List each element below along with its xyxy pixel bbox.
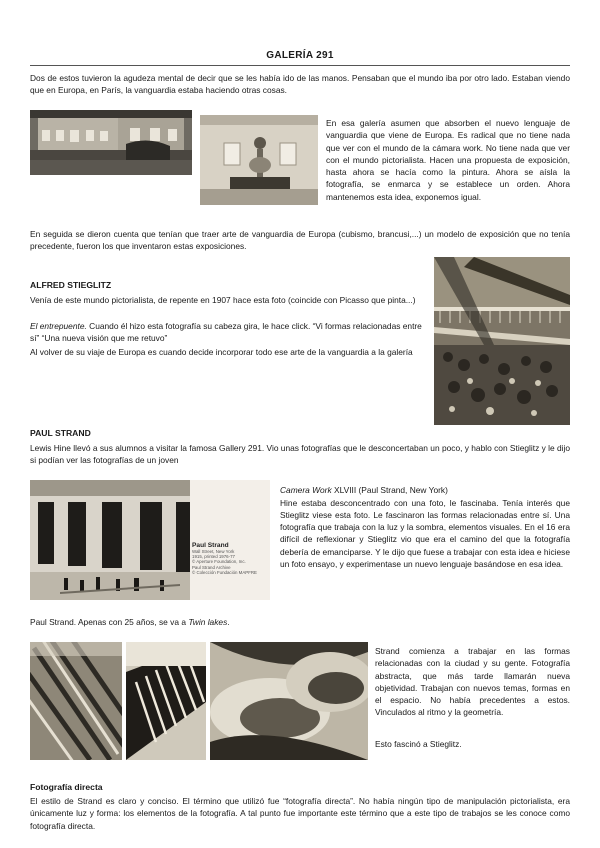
camera-work-line: [280, 484, 570, 496]
intro-paragraph: Dos de estos tuvieron la agudeza mental de decir que se les había ido de las manos. Pensaban que el mundo iba por otro lado. Estaban viendo que en Europa, en París, la vanguardia estaba haciendo otras cosas.: [30, 73, 570, 96]
strand-p3: Strand comienza a trabajar en las formas relacionadas con la ciudad y su gente. Fotografía abstracta, que más tarde llamarán nueva objetividad. Trabajan con nuevos temas, formas en el espacio. No había precedentes a estos. Vinculados al ritmo y la geometría.: [375, 646, 570, 718]
gallery-followup-paragraph: En seguida se dieron cuenta que tenían que traer arte de vanguardia de Europa (cubismo, brancusi,...) un modelo de exposición que no tenía precedente, fueron los que inventaron estas exposiciones.: [30, 229, 570, 252]
twin-lakes-line: [30, 616, 430, 628]
stieglitz-p3: Al volver de su viaje de Europa es cuando decide incorporar todo ese arte de la vanguardia a la galería: [30, 347, 413, 357]
abstraction-bowls-photo: [210, 642, 368, 760]
camera-work-subtitle: XLVIII (Paul Strand, New York): [331, 485, 448, 495]
entrepuente-title: El entrepuente.: [30, 321, 87, 331]
direct-p1: El estilo de Strand es claro y conciso. El término que utilizó fue “fotografía directa”. No había ningún tipo de manipulación pictorialista, era únicamente luz y forma: los elementos de la fotografía. A tal punto fue importante este término que a este tipo de trabajos se les conoce como fotografía directa.: [30, 796, 570, 831]
wall-street-plate: [30, 480, 270, 600]
strand-p1: Lewis Hine llevó a sus alumnos a visitar la famosa Gallery 291. Vio unas fotografías que le desconcertaban un poco, y hablo con Stieglitz y le dijo si podían ver las fotografías de un joven: [30, 443, 570, 466]
stieglitz-p2-text: Cuando él hizo esta fotografía su cabeza gira, le hace click. “Vi formas relacionadas entre sí” “Una nueva visión que me retuvo”: [30, 321, 422, 344]
stieglitz-heading: ALFRED STIEGLITZ: [30, 280, 112, 290]
strand-p3-last: Esto fascinó a Stieglitz.: [375, 739, 462, 749]
gallery-exhibit-photo: [200, 115, 318, 205]
wall-street-caption: [192, 542, 268, 575]
camera-work-title: Camera Work: [280, 485, 332, 495]
gallery-room-photo: [30, 110, 192, 175]
gallery-paragraph: En esa galería asumen que absorben el nuevo lenguaje de vanguardia que viene de Europa. Es radical que no tiene nada que ver con el mundo de la cámara work. No tiene nada que ver con el mundo pictorialista. Hacen una propuesta de exposición, hasta ahora se hacía como la pintura. Ahora se aísla la fotografía, se enmarca y se establece un orden. Ahora mantenemos esta idea, exponemos igual.: [326, 118, 570, 202]
caption-line: 1915, printed 1976-77: [192, 554, 235, 560]
stieglitz-p2: [30, 320, 430, 345]
direct-heading: Fotografía directa: [30, 782, 103, 792]
title-rule: [30, 65, 570, 66]
twin-lakes-post: .: [227, 617, 230, 627]
steerage-photo: [434, 257, 570, 425]
page-title: GALERÍA 291: [266, 50, 334, 61]
abstraction-porch-photo: [30, 642, 122, 760]
strand-p2: Hine estaba desconcentrado con una foto, le fascinaba. Tenía interés que Stieglitz viese esta foto. Le fascinaron las formas relacionadas entre sí. Una fotografía que trabaja con la luz y la sombra, elementos visuales. En el 16 era difícil de reflexionar y Stieglitz vio que era el camino del que la fotografía debería de emanciparse. Y le dijo que fuese a trabajar con esta idea e hiciese un foto ensayo, y experimentase un nuevo lenguaje basándose en esa idea.: [280, 497, 570, 569]
caption-line: © Aperture Foundation, Inc.: [192, 559, 246, 565]
caption-line: © Colección Fundación MAPFRE: [192, 569, 257, 575]
twin-lakes-pre: Paul Strand. Apenas con 25 años, se va a: [30, 617, 189, 627]
caption-line: Paul Strand Archive: [192, 564, 231, 570]
stieglitz-p1: Venía de este mundo pictorialista, de repente en 1907 hace esta foto (coincide con Picasso que pinta...): [30, 295, 416, 305]
strand-heading: PAUL STRAND: [30, 428, 91, 438]
caption-name: Paul Strand: [192, 542, 229, 549]
abstraction-porch-shadows-photo: [126, 642, 206, 760]
twin-lakes-title: Twin lakes: [188, 617, 228, 627]
caption-line: Wall Street, New York: [192, 549, 235, 554]
